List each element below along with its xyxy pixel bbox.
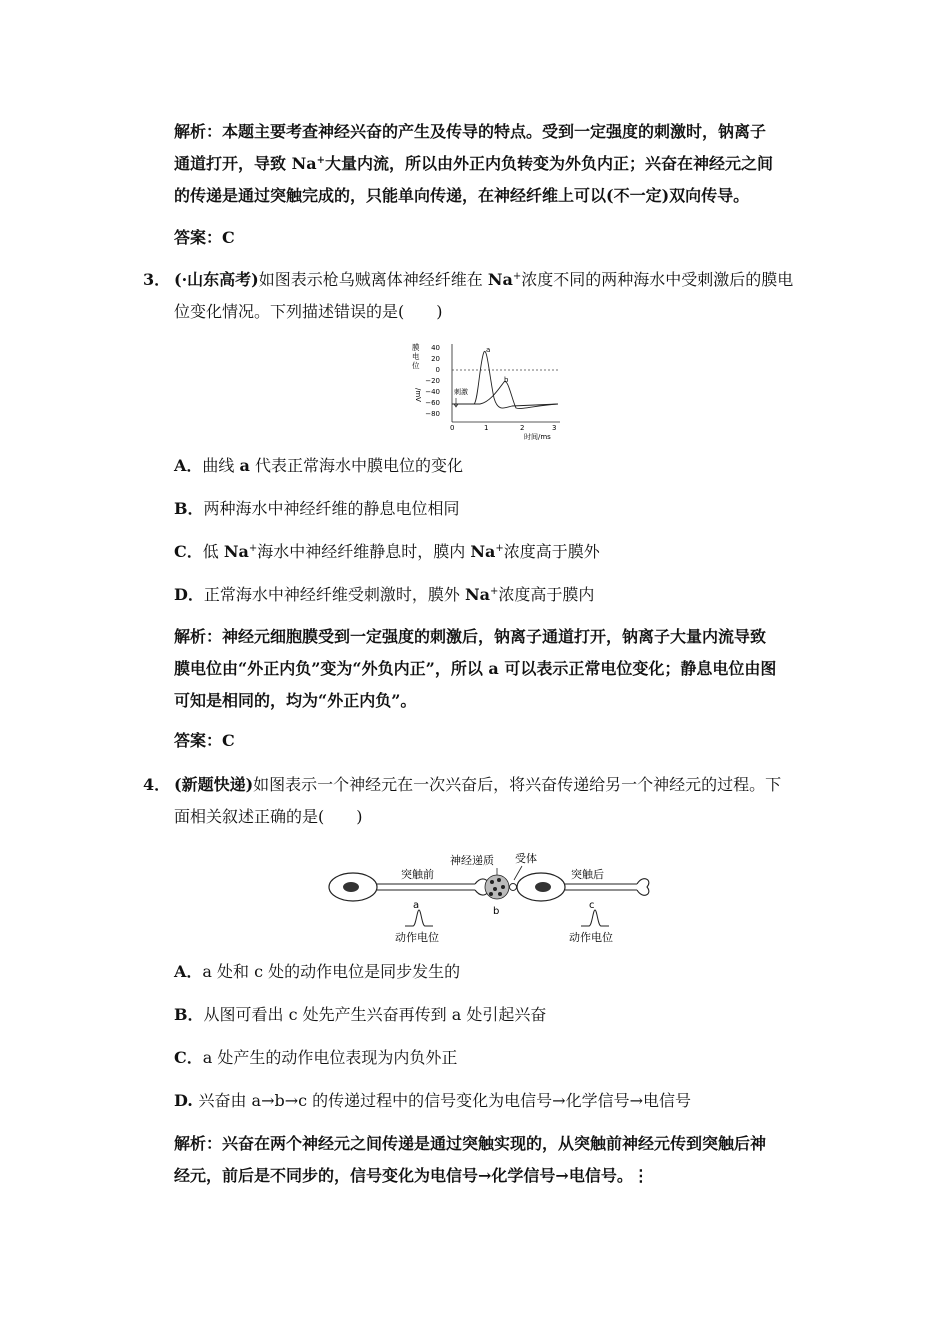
q4-stem-line-2: 面相关叙述正确的是( ) — [174, 807, 363, 826]
q3-analysis-line-3: 可知是相同的，均为“外正内负”。 — [174, 691, 417, 710]
y-axis-label-char-1: 膜 — [412, 343, 420, 352]
receptor-label: 受体 — [515, 852, 537, 865]
x-tick-0: 0 — [450, 424, 455, 432]
x-tick-3: 3 — [552, 424, 557, 432]
q2-answer: 答案：C — [174, 228, 235, 247]
vesicle-dot — [501, 885, 505, 889]
q2-analysis-line-2: 通道打开，导致 Na+大量内流，所以由外正内负转变为外负内正；兴奋在神经元之间 — [174, 154, 773, 173]
q3-option-a: A．曲线 a 代表正常海水中膜电位的变化 — [174, 456, 463, 475]
q3-stem-line-2: 位变化情况。下列描述错误的是( ) — [174, 302, 443, 321]
postsynaptic-label: 突触后 — [571, 868, 604, 881]
q3-analysis-line-2: 膜电位由“外正内负”变为“外负内正”，所以 a 可以表示正常电位变化；静息电位由图 — [174, 659, 777, 678]
vesicle-dot — [493, 887, 497, 891]
q2-analysis-line-3: 的传递是通过突触完成的，只能单向传递，在神经纤维上可以(不一定)双向传导。 — [174, 186, 750, 205]
label-a: a — [413, 900, 420, 911]
neurotransmitter-cluster — [485, 875, 509, 899]
q4-analysis-line-2: 经元，前后是不同步的，信号变化为电信号→化学信号→电信号。⋮ — [174, 1166, 649, 1185]
q3-option-d: D．正常海水中神经纤维受刺激时，膜外 Na+浓度高于膜内 — [174, 585, 595, 604]
action-potential-a — [405, 910, 433, 926]
q4-stem-line-1: (新题快递)如图表示一个神经元在一次兴奋后，将兴奋传递给另一个神经元的过程。下 — [174, 775, 782, 794]
q4-option-b: B．从图可看出 c 处先产生兴奋再传到 a 处引起兴奋 — [174, 1005, 547, 1024]
q3-stem-line-1: (·山东高考)如图表示枪乌贼离体神经纤维在 Na+浓度不同的两种海水中受刺激后的膜电 — [174, 270, 794, 289]
stimulus-label: 刺激 — [454, 388, 468, 396]
x-tick-2: 2 — [520, 424, 525, 432]
q3-option-b: B．两种海水中神经纤维的静息电位相同 — [174, 499, 460, 518]
q2-analysis-line-1: 解析：本题主要考查神经兴奋的产生及传导的特点。受到一定强度的刺激时，钠离子 — [174, 122, 767, 141]
x-axis-label: 时间/ms — [524, 433, 551, 441]
label-b: b — [493, 906, 500, 917]
presynaptic-axon — [377, 884, 475, 890]
stimulus-arrow — [454, 398, 458, 407]
y-axis-label-char-3: 位 — [412, 361, 420, 370]
q3-answer: 答案：C — [174, 731, 235, 750]
postsynaptic-terminal — [637, 879, 649, 896]
neurotransmitter-label: 神经递质 — [450, 854, 494, 867]
y-tick-neg60: −60 — [425, 399, 440, 407]
y-tick-neg80: −80 — [425, 410, 440, 418]
q4-number: 4． — [143, 775, 171, 794]
x-tick-1: 1 — [484, 424, 489, 432]
receptor-pointer — [514, 866, 522, 880]
curve-b-label: b — [504, 376, 509, 384]
vesicle-dot — [497, 878, 501, 882]
synapse-diagram — [325, 842, 655, 946]
y-axis-label-char-2: 电 — [412, 352, 420, 361]
q4-analysis-line-1: 解析：兴奋在两个神经元之间传递是通过突触实现的，从突触前神经元传到突触后神 — [174, 1134, 767, 1153]
q4-option-a: A．a 处和 c 处的动作电位是同步发生的 — [174, 962, 461, 981]
y-tick-0: 0 — [435, 366, 440, 374]
vesicle-dot — [489, 892, 493, 896]
y-tick-20: 20 — [431, 355, 440, 363]
receptor — [510, 884, 517, 891]
presynaptic-nucleus — [343, 882, 359, 892]
y-tick-neg20: −20 — [425, 377, 440, 385]
action-potential-label-right: 动作电位 — [569, 931, 613, 944]
q4-option-c: C．a 处产生的动作电位表现为内负外正 — [174, 1048, 458, 1067]
label-c: c — [589, 900, 595, 911]
q3-analysis-line-1: 解析：神经元细胞膜受到一定强度的刺激后，钠离子通道打开，钠离子大量内流导致 — [174, 627, 767, 646]
vesicle-dot — [498, 892, 502, 896]
q3-option-c: C．低 Na+海水中神经纤维静息时，膜内 Na+浓度高于膜外 — [174, 542, 600, 561]
vesicle-dot — [490, 880, 494, 884]
y-tick-40: 40 — [431, 344, 440, 352]
y-tick-neg40: −40 — [425, 388, 440, 396]
postsynaptic-nucleus — [535, 882, 551, 892]
y-axis-unit: /mV — [414, 388, 422, 402]
action-potential-c — [581, 910, 609, 926]
postsynaptic-axon — [565, 884, 637, 890]
membrane-potential-chart — [408, 340, 564, 444]
q4-option-d: D. 兴奋由 a→b→c 的传递过程中的信号变化为电信号→化学信号→电信号 — [174, 1091, 691, 1110]
curve-a-label: a — [486, 346, 491, 354]
action-potential-label-left: 动作电位 — [395, 931, 439, 944]
q3-number: 3． — [143, 270, 171, 289]
presynaptic-label: 突触前 — [401, 868, 434, 881]
